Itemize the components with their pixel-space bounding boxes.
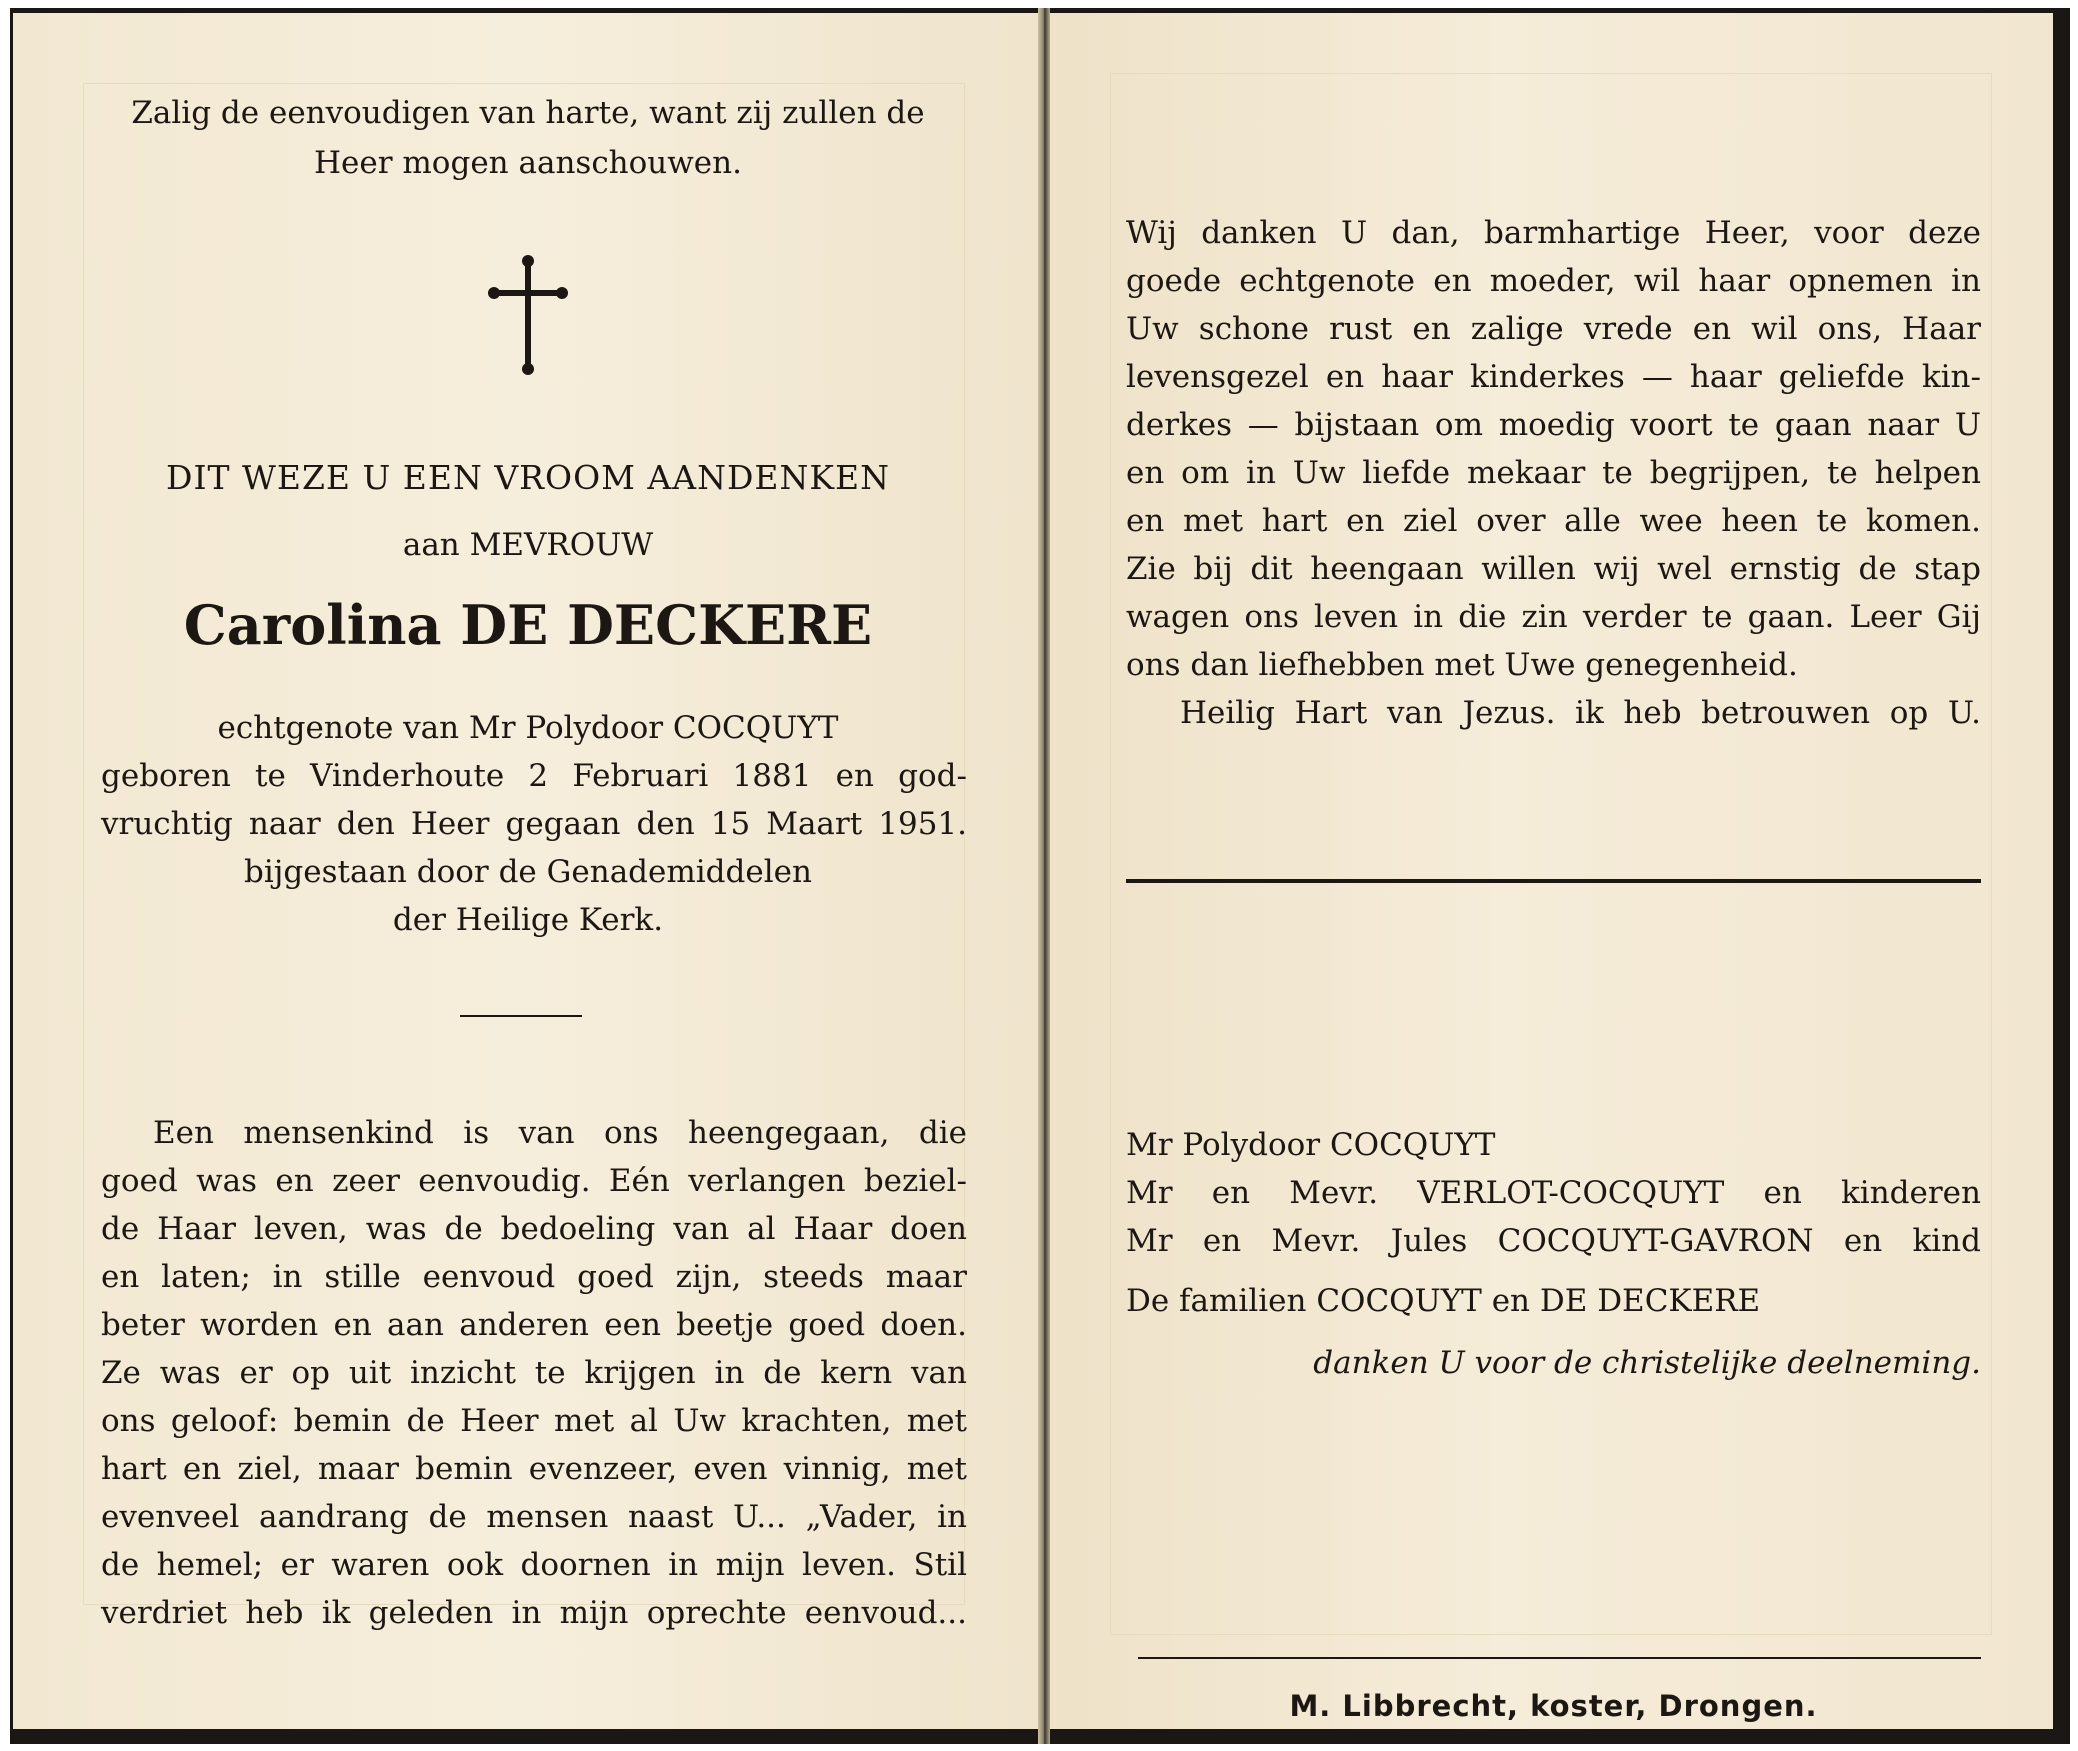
prayer-line-6: en om in Uw liefde mekaar te begrijpen, te helpen [1126,455,1981,491]
divider [460,1015,582,1017]
family-line-2: Mr en Mevr. VERLOT-COCQUYT en kinderen [1126,1175,1981,1211]
printer-credit: M. Libbrecht, koster, Drongen. [1289,1689,1818,1723]
prayer-line-5: derkes — bijstaan om moedig voort te gaan naar U [1126,407,1981,443]
separator-rule [1126,879,1981,883]
bio-line-5: der Heilige Kerk. [392,902,664,938]
panel-border [1110,73,1992,1635]
memorial-subheading: aan MEVROUW [402,527,654,563]
prayer-line-9: wagen ons leven in die zin verder te gaan. Leer Gij [1126,599,1981,635]
prayer-line-8: Zie bij dit heengaan willen wij wel ernstig de stap [1126,551,1981,587]
text-line-5: beter worden en aan anderen een beetje goed doen. [101,1307,967,1343]
text-line-9: evenveel aandrang de mensen naast U... „Vader, in [101,1499,967,1535]
prayer-line-4: levensgezel en haar kinderkes — haar geliefde kin- [1126,359,1981,395]
prayer-line-10: ons dan liefhebben met Uwe genegenheid. [1126,647,1798,683]
memorial-heading: DIT WEZE U EEN VROOM AANDENKEN [166,458,890,497]
family-line-4: De familien COCQUYT en DE DECKERE [1126,1283,1761,1319]
text-line-4: en laten; in stille eenvoud goed zijn, steeds maar [101,1259,967,1295]
text-line-6: Ze was er op uit inzicht te krijgen in de kern van [101,1355,967,1391]
family-line-1: Mr Polydoor COCQUYT [1126,1127,1496,1163]
card-fold [1038,8,1050,1744]
thanks-line: danken U voor de christelijke deelneming. [1313,1345,1981,1381]
prayer-line-1: Wij danken U dan, barmhartige Heer, voor deze [1126,215,1981,251]
text-line-8: hart en ziel, maar bemin evenzeer, even vinnig, met [101,1451,967,1487]
family-line-3: Mr en Mevr. Jules COCQUYT-GAVRON en kind [1126,1223,1981,1259]
quote-line-1: Zalig de eenvoudigen van harte, want zij zullen de [131,95,925,131]
bio-line-4: bijgestaan door de Genademiddelen [244,854,812,890]
bio-line-3: vruchtig naar den Heer gegaan den 15 Maart 1951. [101,806,967,842]
text-line-7: ons geloof: bemin de Heer met al Uw krachten, met [101,1403,967,1439]
text-line-1: Een mensenkind is van ons heengegaan, die [153,1115,967,1151]
prayer-line-7: en met hart en ziel over alle wee heen te komen. [1126,503,1981,539]
text-line-10: de hemel; er waren ook doornen in mijn leven. Stil [101,1547,967,1583]
footer-rule [1138,1657,1981,1659]
invocation: Heilig Hart van Jezus. ik heb betrouwen op U. [1180,695,1981,731]
prayer-line-2: goede echtgenote en moeder, wil haar opnemen in [1126,263,1981,299]
prayer-line-3: Uw schone rust en zalige vrede en wil ons, Haar [1126,311,1981,347]
deceased-name: Carolina DE DECKERE [183,593,873,657]
text-line-11: verdriet heb ik geleden in mijn oprechte eenvoud... [101,1595,967,1631]
bio-line-2: geboren te Vinderhoute 2 Februari 1881 en god- [101,758,967,794]
bio-line-1: echtgenote van Mr Polydoor COCQUYT [217,710,839,746]
quote-line-2: Heer mogen aanschouwen. [314,145,742,181]
text-line-3: de Haar leven, was de bedoeling van al Haar doen [101,1211,967,1247]
cross-icon [488,253,568,378]
right-panel [1050,13,2053,1729]
text-line-2: goed was en zeer eenvoudig. Eén verlangen beziel- [101,1163,967,1199]
left-panel [13,13,1038,1729]
